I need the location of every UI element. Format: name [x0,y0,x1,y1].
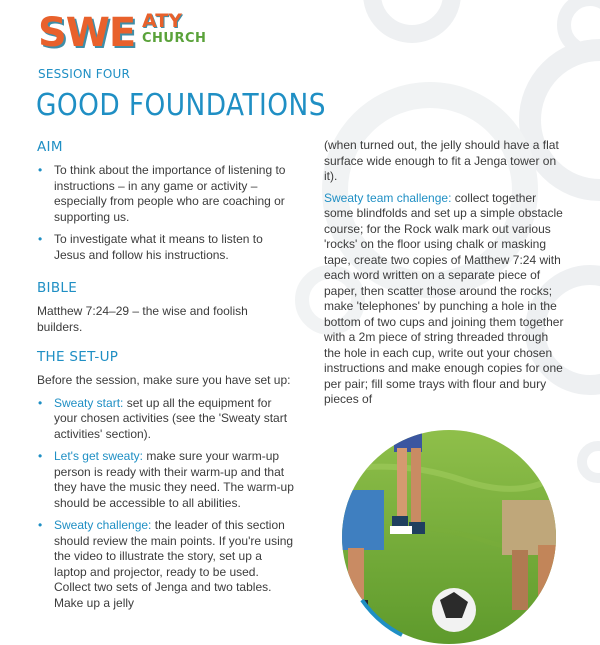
bullet-icon: • [38,232,43,246]
bullet-icon: • [38,518,43,532]
aim-list [37,163,295,263]
item-label: Let's get sweaty: [54,449,144,463]
bible-heading: BIBLE [37,280,78,296]
setup-heading: THE SET-UP [37,349,119,365]
setup-intro: Before the session, make sure you have set up: [37,373,291,387]
item-label: Sweaty team challenge: [324,190,452,205]
list-item: • Sweaty challenge: the leader of this section should review the main points. If you're using the video to illustrate the story, set up a laptop and projector, ready to be used. Collect two sets of Jenga and two tables. Make up a jelly [38,518,294,610]
left-column [37,139,295,618]
session-label: SESSION FOUR [38,67,131,81]
bullet-icon: • [38,395,43,410]
list-item: • Let's get sweaty: make sure your warm-up person is ready with their warm-up and that they have the music they need. The warm-up should be accessible to all abilities. [38,449,294,510]
list-item: • To investigate what it means to listen to Jesus and follow his instructions. [38,232,263,262]
page-title: GOOD FOUNDATIONS [36,88,326,123]
aim-heading: AIM [37,139,63,155]
football-photo [342,430,557,645]
bible-reference: Matthew 7:24–29 – the wise and foolish builders. [37,304,248,334]
logo-church-text: CHURCH [142,31,207,46]
item-label: Sweaty start: [54,395,124,410]
bullet-icon: • [38,163,43,177]
bullet-icon: • [38,449,43,463]
setup-list-continued [324,191,564,408]
setup-list [37,396,295,612]
logo-sub-text: ATY [142,10,182,32]
continued-text: (when turned out, the jelly should have a flat surface wide enough to fit a Jenga tower on it). [324,138,559,183]
logo-main-text: SWE [38,10,136,56]
right-column [324,138,564,415]
list-item: • Sweaty start: set up all the equipment for your chosen activities (see the 'Sweaty start activities' section). [38,395,288,441]
sweaty-church-logo [38,8,243,58]
list-item: • To think about the importance of listening to instructions – in any game or activity – especially from people who are coaching or supporting us. [38,163,286,224]
list-item: Sweaty team challenge: collect together some blindfolds and set up a simple obstacle course; for the Rock walk mark out various 'rocks' on the floor using chalk or masking tape, create two copies of Matthew 7:24 with each word written on a separate piece of paper, then scatter those around the rocks; make 'telephones' by punching a hole in the bottom of two cups and joining them together with a 2m piece of string threaded through the hole in each cup, write out your chosen instructions and make enough copies for one per pair; fill some trays with flour and bury pieces of [324,190,564,406]
item-label: Sweaty challenge: [54,518,152,532]
